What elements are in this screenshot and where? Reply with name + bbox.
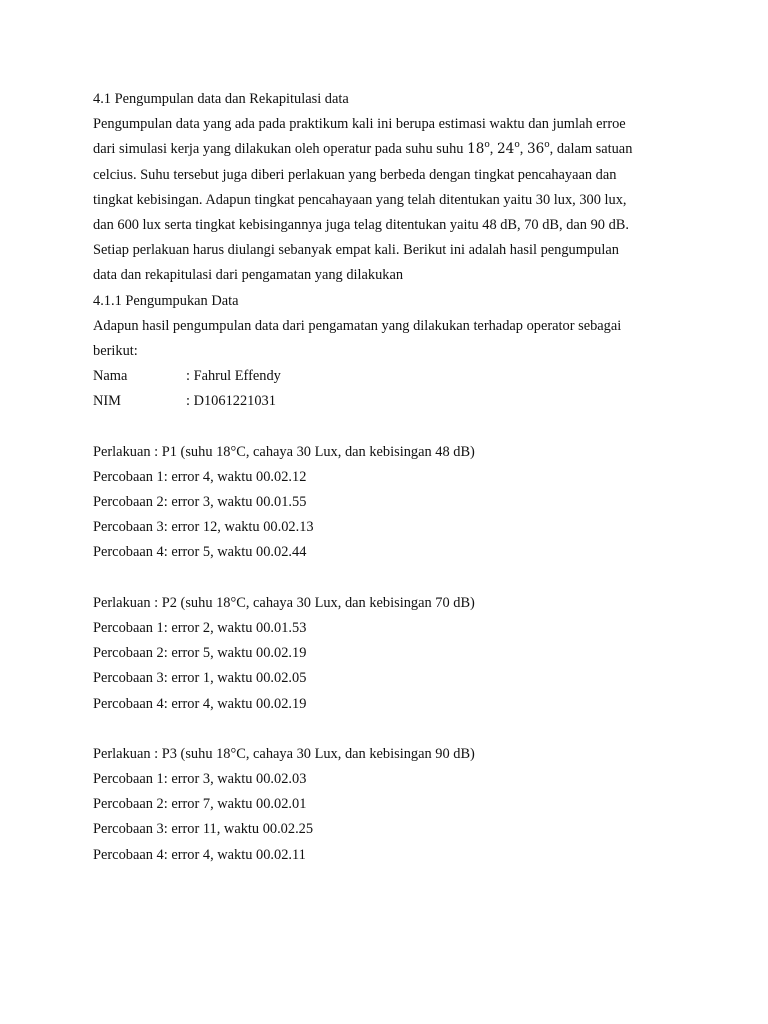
temperature-value: 18$^o$ xyxy=(467,140,490,158)
treatment-title: Perlakuan : P1 (suhu 18°C, cahaya 30 Lux, dan kebisingan 48 dB) xyxy=(93,443,475,460)
paragraph-line: Setiap perlakuan harus diulangi sebanyak empat kali. Berikut ini adalah hasil pengumpulan xyxy=(93,242,619,259)
trial-line: Percobaan 3: error 12, waktu 00.02.13 xyxy=(93,519,314,536)
trial-line: Percobaan 3: error 1, waktu 00.02.05 xyxy=(93,670,307,687)
paragraph-line: data dan rekapitulasi dari pengamatan yang dilakukan xyxy=(93,267,404,284)
treatment-title: Perlakuan : P2 (suhu 18°C, cahaya 30 Lux, dan kebisingan 70 dB) xyxy=(93,594,475,611)
treatment-block-p2 xyxy=(93,591,673,717)
intro-line: berikut: xyxy=(93,342,138,359)
paragraph-line: tingkat kebisingan. Adapun tingkat pencahayaan yang telah ditentukan yaitu 30 lux, 300 lux, xyxy=(93,191,627,208)
trial-line: Percobaan 2: error 7, waktu 00.02.01 xyxy=(93,796,307,813)
trial-line: Percobaan 1: error 4, waktu 00.02.12 xyxy=(93,468,307,485)
trial-line: Percobaan 1: error 2, waktu 00.01.53 xyxy=(93,619,307,636)
trial-line: Percobaan 4: error 4, waktu 00.02.11 xyxy=(93,846,306,863)
blank-line xyxy=(93,414,673,439)
trial-line: Percobaan 4: error 4, waktu 00.02.19 xyxy=(93,695,307,712)
paragraph-line: dan 600 lux serta tingkat kebisingannya juga telag ditentukan yaitu 48 dB, 70 dB, dan 90 dB. xyxy=(93,216,629,233)
temperature-value: 24$^o$ xyxy=(497,140,520,158)
trial-line: Percobaan 3: error 11, waktu 00.02.25 xyxy=(93,821,314,838)
nim-label: NIM xyxy=(93,393,121,410)
nim-value: : D1061221031 xyxy=(186,393,276,410)
trial-line: Percobaan 1: error 3, waktu 00.02.03 xyxy=(93,771,307,788)
blank-line xyxy=(93,717,673,742)
subsection-heading: 4.1.1 Pengumpukan Data xyxy=(93,292,239,309)
name-value: : Fahrul Effendy xyxy=(186,368,281,385)
paragraph-line-text: dari simulasi kerja yang dilakukan oleh operatur pada suhu suhu xyxy=(93,141,468,158)
trial-line: Percobaan 2: error 3, waktu 00.01.55 xyxy=(93,494,307,510)
blank-line xyxy=(93,566,673,591)
intro-line: Adapun hasil pengumpulan data dari pengamatan yang dilakukan terhadap operator sebagai xyxy=(93,317,622,334)
temperature-value: 36$^o$ xyxy=(526,140,550,158)
temperature-separator: , xyxy=(489,141,497,158)
paragraph-line-text: , dalam satuan xyxy=(549,141,633,158)
trial-line: Percobaan 4: error 5, waktu 00.02.44 xyxy=(93,544,307,561)
document-page xyxy=(93,87,673,868)
treatment-title: Perlakuan : P3 (suhu 18°C, cahaya 30 Lux, dan kebisingan 90 dB) xyxy=(93,745,475,762)
name-label: Nama xyxy=(93,368,128,385)
temperature-separator: , xyxy=(519,141,527,158)
name-row xyxy=(93,364,673,389)
treatment-block-p3 xyxy=(93,742,673,868)
treatment-block-p1 xyxy=(93,440,673,566)
section-heading: 4.1 Pengumpulan data dan Rekapitulasi data xyxy=(93,91,349,107)
paragraph-line: celcius. Suhu tersebut juga diberi perlakuan yang berbeda dengan tingkat pencahayaan dan xyxy=(93,166,617,183)
paragraph-line-temperatures xyxy=(93,137,673,162)
nim-row xyxy=(93,389,673,414)
trial-line: Percobaan 2: error 5, waktu 00.02.19 xyxy=(93,645,307,662)
paragraph-line: Pengumpulan data yang ada pada praktikum kali ini berupa estimasi waktu dan jumlah erroe xyxy=(93,116,626,133)
